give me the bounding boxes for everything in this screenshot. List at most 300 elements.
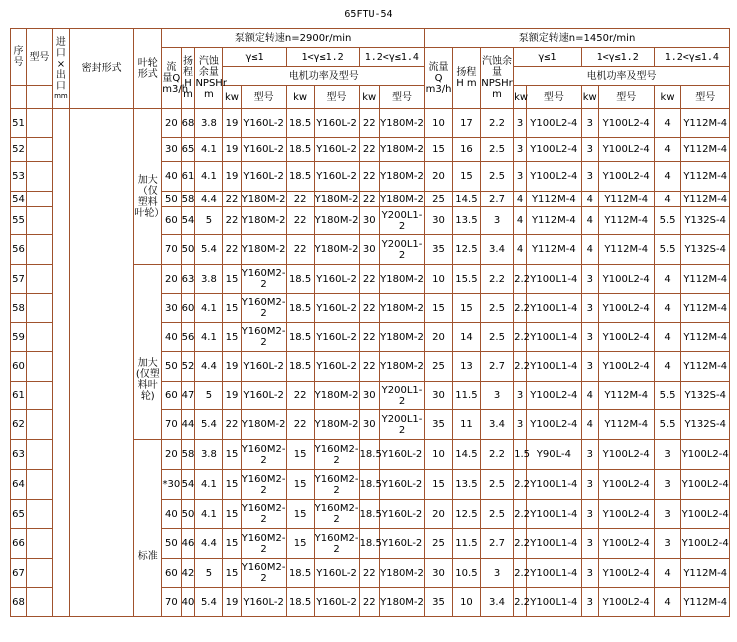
cell-motor3-2900: Y160L-2: [379, 529, 424, 559]
cell-motor2-2900: Y160L-2: [314, 588, 359, 617]
cell-motor2-1450: Y100L2-4: [598, 588, 654, 617]
npsh-unit: m: [204, 89, 214, 100]
cell-head-2900: 61: [181, 162, 195, 192]
npsh-label-b: 汽蚀余量NPSHr: [481, 56, 513, 89]
cell-motor3-2900: Y180M-2: [379, 588, 424, 617]
cell-kw2-2900: 22: [286, 192, 314, 207]
row-seq: 57: [11, 265, 27, 294]
cell-npsh-1450: 3.4: [480, 410, 513, 440]
cell-motor2-2900: Y160L-2: [314, 559, 359, 588]
cell-kw1-1450: 4: [514, 207, 527, 235]
cell-kw1-1450: 2.2: [514, 352, 527, 382]
header-motor-model-6: 型号: [681, 86, 730, 109]
cell-kw1-1450: 2.2: [514, 529, 527, 559]
cell-npsh-2900: 5: [195, 559, 223, 588]
cell-motor3-2900: Y160L-2: [379, 500, 424, 529]
cell-flow-1450: 20: [425, 323, 453, 352]
cell-motor1-1450: Y100L1-4: [526, 559, 581, 588]
table-caption: 65FTU-54: [344, 9, 393, 20]
cell-motor3-2900: Y200L1-2: [379, 235, 424, 265]
row-seq: 56: [11, 235, 27, 265]
cell-npsh-2900: 4.1: [195, 323, 223, 352]
cell-motor2-2900: Y180M-2: [314, 410, 359, 440]
cell-flow-2900: 20: [162, 440, 181, 470]
cell-motor1-2900: Y160M2-2: [241, 529, 286, 559]
head-label: 扬程H: [182, 56, 193, 89]
cell-kw3-2900: 22: [359, 265, 379, 294]
cell-head-2900: 50: [181, 235, 195, 265]
cell-flow-1450: 15: [425, 470, 453, 500]
cell-flow-2900: 50: [162, 529, 181, 559]
cell-motor2-1450: Y112M-4: [598, 192, 654, 207]
cell-kw3-1450: 4: [654, 559, 681, 588]
cell-kw1-2900: 19: [223, 162, 241, 192]
cell-flow-1450: 25: [425, 352, 453, 382]
cell-kw3-2900: 22: [359, 192, 379, 207]
cell-motor3-2900: Y180M-2: [379, 294, 424, 323]
cell-npsh-1450: 2.7: [480, 352, 513, 382]
cell-kw1-2900: 15: [223, 323, 241, 352]
cell-kw2-1450: 3: [581, 500, 598, 529]
cell-motor1-2900: Y160L-2: [241, 352, 286, 382]
cell-motor3-1450: Y132S-4: [681, 235, 730, 265]
cell-npsh-2900: 5: [195, 207, 223, 235]
cell-flow-2900: 70: [162, 588, 181, 617]
cell-npsh-2900: 4.1: [195, 162, 223, 192]
cell-kw2-2900: 22: [286, 207, 314, 235]
cell-motor1-2900: Y160M2-2: [241, 323, 286, 352]
header-motor-model-4: 型号: [526, 86, 581, 109]
row-model: [27, 109, 53, 138]
cell-motor2-1450: Y100L2-4: [598, 559, 654, 588]
header-npsh-1450: [480, 48, 513, 109]
cell-motor1-2900: Y180M-2: [241, 410, 286, 440]
cell-head-1450: 12.5: [452, 500, 480, 529]
cell-motor3-1450: Y100L2-4: [681, 529, 730, 559]
cell-head-1450: 13: [452, 352, 480, 382]
cell-head-2900: 47: [181, 382, 195, 410]
cell-motor2-2900: Y160M2-2: [314, 500, 359, 529]
cell-head-1450: 11.5: [452, 529, 480, 559]
cell-flow-2900: 60: [162, 559, 181, 588]
cell-head-1450: 17: [452, 109, 480, 138]
cell-motor2-2900: Y180M-2: [314, 193, 359, 205]
cell-kw1-2900: 15: [223, 529, 241, 559]
cell-motor3-1450: Y112M-4: [681, 588, 730, 617]
row-inlet-outlet: [52, 109, 69, 617]
row-seq: 55: [11, 207, 27, 235]
cell-motor2-2900: Y160L-2: [314, 138, 359, 162]
header-kw-1: kw: [223, 86, 241, 109]
cell-motor3-1450: Y132S-4: [681, 382, 730, 410]
header-motor-model-1: 型号: [241, 86, 286, 109]
cell-motor3-1450: Y100L2-4: [681, 440, 730, 470]
inlet-outlet-unit: mm: [54, 92, 68, 100]
cell-kw3-1450: 4: [654, 294, 681, 323]
cell-kw3-1450: 5.5: [654, 410, 681, 440]
cell-npsh-1450: 2.7: [480, 529, 513, 559]
cell-npsh-1450: 2.5: [480, 294, 513, 323]
cell-kw3-1450: 4: [654, 588, 681, 617]
cell-head-2900: 54: [181, 470, 195, 500]
cell-motor1-1450: Y100L2-4: [526, 138, 581, 162]
cell-npsh-1450: 3: [480, 382, 513, 410]
cell-kw1-1450: 2.2: [514, 588, 527, 617]
cell-head-1450: 13.5: [452, 207, 480, 235]
cell-kw2-1450: 3: [581, 294, 598, 323]
cell-kw3-2900: 18.5: [359, 470, 379, 500]
cell-kw2-1450: 4: [581, 382, 598, 410]
cell-motor2-2900: Y160L-2: [314, 323, 359, 352]
cell-kw3-2900: 30: [359, 382, 379, 410]
cell-flow-1450: 25: [425, 529, 453, 559]
cell-head-1450: 10: [452, 588, 480, 617]
cell-kw2-2900: 15: [286, 529, 314, 559]
row-model: [27, 352, 53, 382]
cell-head-2900: 56: [181, 323, 195, 352]
cell-motor2-1450: Y100L2-4: [598, 265, 654, 294]
head-label-b: 扬程: [456, 67, 477, 78]
cell-kw2-1450: 3: [581, 265, 598, 294]
cell-kw2-2900: 18.5: [286, 352, 314, 382]
row-seq: 59: [11, 323, 27, 352]
cell-kw1-1450: 3: [514, 162, 527, 192]
cell-kw3-1450: 5.5: [654, 235, 681, 265]
cell-npsh-2900: 3.8: [195, 109, 223, 138]
cell-head-1450: 12.5: [452, 235, 480, 265]
cell-kw1-1450: 4: [514, 192, 527, 207]
cell-motor1-2900: Y160M2-2: [241, 440, 286, 470]
cell-kw2-1450: 4: [581, 410, 598, 440]
cell-npsh-1450: 2.7: [480, 192, 513, 207]
cell-kw2-2900: 18.5: [286, 294, 314, 323]
cell-kw1-2900: 22: [223, 410, 241, 440]
cell-motor2-2900: Y160L-2: [314, 109, 359, 138]
cell-flow-2900: 30: [162, 294, 181, 323]
header-gamma-3-2900: 1.2<γ≤1.4: [359, 48, 425, 67]
cell-flow-2900: 30: [162, 138, 181, 162]
cell-flow-2900: 70: [162, 235, 181, 265]
cell-kw3-1450: 5.5: [654, 207, 681, 235]
header-gamma-2-1450: 1<γ≤1.2: [581, 48, 654, 67]
cell-kw1-1450: 1.5: [514, 440, 527, 470]
cell-kw2-2900: 15: [286, 470, 314, 500]
cell-motor2-2900: Y160M2-2: [314, 470, 359, 500]
cell-head-2900: 65: [181, 138, 195, 162]
header-motor-model-5: 型号: [598, 86, 654, 109]
cell-kw3-2900: 18.5: [359, 440, 379, 470]
cell-npsh-2900: 4.1: [195, 500, 223, 529]
cell-flow-2900: 40: [162, 162, 181, 192]
header-gamma-3-1450: 1.2<γ≤1.4: [654, 48, 729, 67]
cell-npsh-2900: 5.4: [195, 588, 223, 617]
impeller-group-3: 标准: [134, 440, 162, 617]
cell-motor3-2900: Y180M-2: [379, 323, 424, 352]
cell-flow-2900: 40: [162, 323, 181, 352]
header-kw-5: kw: [581, 86, 598, 109]
cell-kw3-2900: 22: [359, 559, 379, 588]
cell-head-2900: 40: [181, 588, 195, 617]
cell-kw1-2900: 19: [223, 138, 241, 162]
pump-spec-table: [10, 28, 730, 617]
cell-npsh-2900: 3.8: [195, 265, 223, 294]
cell-kw3-2900: 22: [359, 109, 379, 138]
cell-kw1-2900: 19: [223, 588, 241, 617]
cell-motor2-2900: Y160L-2: [314, 265, 359, 294]
cell-kw1-1450: 3: [514, 382, 527, 410]
cell-kw1-2900: 15: [223, 265, 241, 294]
cell-motor3-1450: Y100L2-4: [681, 470, 730, 500]
cell-kw2-1450: 4: [581, 235, 598, 265]
row-model: [27, 235, 53, 265]
header-kw-6: kw: [654, 86, 681, 109]
cell-head-1450: 14.5: [452, 192, 480, 207]
cell-npsh-2900: 3.8: [195, 440, 223, 470]
cell-flow-1450: 10: [425, 109, 453, 138]
cell-motor3-1450: Y132S-4: [681, 207, 730, 235]
cell-flow-1450: 30: [425, 382, 453, 410]
cell-kw2-2900: 18.5: [286, 265, 314, 294]
impeller-group-2: 加大(仅塑料叶轮): [134, 265, 162, 440]
cell-motor3-2900: Y180M-2: [380, 193, 424, 205]
cell-head-1450: 15: [452, 162, 480, 192]
cell-npsh-1450: 2.5: [480, 323, 513, 352]
cell-kw2-2900: 18.5: [286, 109, 314, 138]
cell-motor3-1450: Y112M-4: [681, 323, 730, 352]
row-model: [27, 207, 53, 235]
cell-motor1-2900: Y180M-2: [241, 193, 286, 205]
cell-flow-2900: 40: [162, 500, 181, 529]
cell-npsh-1450: 3: [480, 559, 513, 588]
cell-motor1-2900: Y160L-2: [241, 382, 286, 410]
cell-kw2-1450: 3: [581, 109, 598, 138]
flow-label: 流量Q: [162, 61, 181, 84]
cell-kw3-1450: 3: [654, 470, 681, 500]
cell-motor3-1450: Y112M-4: [681, 559, 730, 588]
row-seq: 51: [11, 109, 27, 138]
cell-head-1450: 11: [452, 410, 480, 440]
cell-kw3-1450: 4: [654, 138, 681, 162]
cell-motor2-2900: Y160L-2: [314, 352, 359, 382]
cell-motor3-2900: Y200L1-2: [379, 382, 424, 410]
cell-kw3-1450: 4: [654, 265, 681, 294]
header-inlet-outlet: [52, 29, 69, 109]
cell-kw1-2900: 22: [223, 192, 241, 207]
header-flow-1450: [425, 48, 453, 109]
cell-motor1-2900: Y160M2-2: [241, 559, 286, 588]
row-model: [27, 265, 53, 294]
cell-kw2-1450: 3: [581, 529, 598, 559]
header-motor-model-3: 型号: [379, 86, 424, 109]
row-seq: 62: [11, 410, 27, 440]
cell-head-2900: 44: [181, 410, 195, 440]
cell-flow-2900: 20: [162, 109, 181, 138]
cell-flow-1450: 10: [425, 265, 453, 294]
row-model: [27, 323, 53, 352]
inlet-outlet-label: 进口×出口: [55, 37, 66, 92]
cell-head-1450: 14.5: [452, 440, 480, 470]
cell-motor2-1450: Y100L2-4: [598, 470, 654, 500]
header-seq: 序号: [11, 29, 27, 86]
cell-motor3-2900: Y180M-2: [379, 265, 424, 294]
cell-kw2-2900: 18.5: [286, 559, 314, 588]
row-seq: 65: [11, 500, 27, 529]
cell-motor1-1450: Y112M-4: [526, 235, 581, 265]
cell-kw2-2900: 18.5: [286, 588, 314, 617]
row-seq: 68: [11, 588, 27, 617]
header-motor-model-2: 型号: [314, 86, 359, 109]
cell-kw1-1450: 3: [514, 109, 527, 138]
cell-kw2-2900: 22: [286, 382, 314, 410]
row-seq: 53: [11, 162, 27, 192]
cell-npsh-1450: 2.5: [480, 500, 513, 529]
cell-head-2900: 54: [181, 207, 195, 235]
cell-motor1-2900: Y160M2-2: [241, 294, 286, 323]
cell-kw1-2900: 15: [223, 440, 241, 470]
cell-motor3-2900: Y160L-2: [379, 440, 424, 470]
cell-kw3-1450: 5.5: [654, 382, 681, 410]
cell-motor1-1450: Y100L1-4: [526, 352, 581, 382]
cell-motor2-1450: Y112M-4: [598, 235, 654, 265]
cell-head-2900: 50: [181, 500, 195, 529]
cell-motor2-1450: Y112M-4: [598, 382, 654, 410]
cell-motor2-1450: Y100L2-4: [598, 529, 654, 559]
cell-motor1-1450: Y100L2-4: [526, 109, 581, 138]
cell-kw3-1450: 4: [654, 352, 681, 382]
cell-npsh-2900: 4.4: [195, 529, 223, 559]
cell-kw3-1450: 3: [654, 500, 681, 529]
impeller-group-1: 加大（仅塑料叶轮）: [134, 109, 162, 265]
cell-kw3-2900: 22: [359, 294, 379, 323]
header-model: 型号: [27, 29, 53, 86]
cell-motor1-1450: Y100L2-4: [526, 382, 581, 410]
cell-kw3-2900: 18.5: [359, 529, 379, 559]
header-impeller-type: 叶轮形式: [134, 29, 162, 109]
cell-kw3-2900: 30: [359, 235, 379, 265]
cell-motor3-2900: Y180M-2: [379, 352, 424, 382]
cell-motor1-1450: Y100L1-4: [526, 323, 581, 352]
cell-motor1-1450: Y100L1-4: [526, 529, 581, 559]
cell-npsh-1450: 3: [480, 207, 513, 235]
cell-motor2-2900: Y160L-2: [314, 162, 359, 192]
cell-flow-1450: 15: [425, 138, 453, 162]
row-seq: 63: [11, 440, 27, 470]
cell-flow-1450: 15: [425, 294, 453, 323]
cell-kw2-1450: 3: [581, 588, 598, 617]
cell-head-2900: 63: [181, 265, 195, 294]
cell-motor1-2900: Y180M-2: [241, 235, 286, 265]
cell-head-1450: 16: [452, 138, 480, 162]
header-gamma-2-2900: 1<γ≤1.2: [286, 48, 359, 67]
cell-flow-1450: 20: [425, 500, 453, 529]
cell-kw2-2900: 18.5: [286, 138, 314, 162]
row-model: [27, 529, 53, 559]
row-seq: 60: [11, 352, 27, 382]
cell-motor3-1450: Y112M-4: [681, 192, 730, 207]
cell-motor2-2900: Y160L-2: [314, 294, 359, 323]
cell-kw2-2900: 18.5: [286, 162, 314, 192]
cell-npsh-2900: 4.1: [195, 470, 223, 500]
cell-motor2-2900: Y180M-2: [314, 382, 359, 410]
cell-npsh-1450: 3.4: [480, 588, 513, 617]
table-body: [11, 109, 730, 617]
cell-head-1450: 15.5: [452, 265, 480, 294]
cell-kw1-1450: 2.2: [514, 500, 527, 529]
row-model: [27, 559, 53, 588]
cell-kw3-2900: 22: [359, 588, 379, 617]
cell-motor2-1450: Y100L2-4: [598, 440, 654, 470]
cell-npsh-1450: 2.2: [480, 265, 513, 294]
cell-motor1-1450: Y100L1-4: [526, 470, 581, 500]
cell-motor3-1450: Y132S-4: [681, 410, 730, 440]
npsh-label: 汽蚀余量NPSHr: [195, 56, 227, 89]
cell-kw1-2900: 22: [223, 207, 241, 235]
cell-npsh-1450: 2.2: [480, 440, 513, 470]
header-speed-1450: 泵额定转速n=1450r/min: [425, 29, 730, 48]
cell-flow-1450: 10: [425, 440, 453, 470]
cell-motor1-1450: Y100L1-4: [526, 294, 581, 323]
row-model: [27, 410, 53, 440]
cell-motor1-1450: Y90L-4: [526, 440, 581, 470]
cell-motor2-2900: Y160M2-2: [314, 529, 359, 559]
cell-kw2-2900: 22: [286, 235, 314, 265]
cell-npsh-2900: 5: [195, 382, 223, 410]
cell-kw2-1450: 3: [581, 440, 598, 470]
cell-motor2-1450: Y100L2-4: [598, 352, 654, 382]
cell-head-2900: 60: [181, 294, 195, 323]
cell-motor1-2900: Y160L-2: [241, 109, 286, 138]
cell-kw2-1450: 3: [581, 352, 598, 382]
cell-npsh-2900: 4.1: [195, 138, 223, 162]
cell-flow-1450: 30: [425, 207, 453, 235]
cell-npsh-1450: 2.5: [480, 162, 513, 192]
npsh-unit-b: m: [492, 89, 502, 100]
cell-kw3-2900: 18.5: [359, 500, 379, 529]
row-model: [27, 500, 53, 529]
cell-motor3-2900: Y180M-2: [379, 109, 424, 138]
cell-head-1450: 10.5: [452, 559, 480, 588]
cell-motor3-1450: Y112M-4: [681, 352, 730, 382]
row-seq: 67: [11, 559, 27, 588]
cell-flow-2900: 50: [162, 192, 181, 207]
cell-kw2-1450: 3: [581, 323, 598, 352]
cell-kw3-1450: 4: [654, 162, 681, 192]
cell-motor3-1450: Y112M-4: [681, 294, 730, 323]
cell-motor2-2900: Y180M-2: [314, 235, 359, 265]
cell-kw3-2900: 22: [359, 162, 379, 192]
cell-kw1-2900: 15: [223, 500, 241, 529]
cell-flow-1450: 30: [425, 559, 453, 588]
cell-kw1-1450: 2.2: [514, 294, 527, 323]
row-seq: 64: [11, 470, 27, 500]
cell-motor1-1450: Y112M-4: [526, 192, 581, 207]
cell-motor1-1450: Y100L1-4: [526, 500, 581, 529]
row-seq: 61: [11, 382, 27, 410]
flow-unit-b: m3/h: [425, 83, 452, 95]
cell-kw1-1450: 2.2: [514, 470, 527, 500]
cell-kw3-2900: 30: [359, 410, 379, 440]
header-kw-2: kw: [286, 86, 314, 109]
cell-npsh-2900: 5.4: [195, 410, 223, 440]
cell-kw2-1450: 3: [581, 138, 598, 162]
cell-head-2900: 46: [181, 529, 195, 559]
cell-flow-2900: 20: [162, 265, 181, 294]
row-model: [27, 192, 53, 207]
row-seq: 58: [11, 294, 27, 323]
header-model-blank: [27, 86, 53, 109]
cell-npsh-2900: 4.4: [195, 192, 223, 207]
row-model: [27, 470, 53, 500]
